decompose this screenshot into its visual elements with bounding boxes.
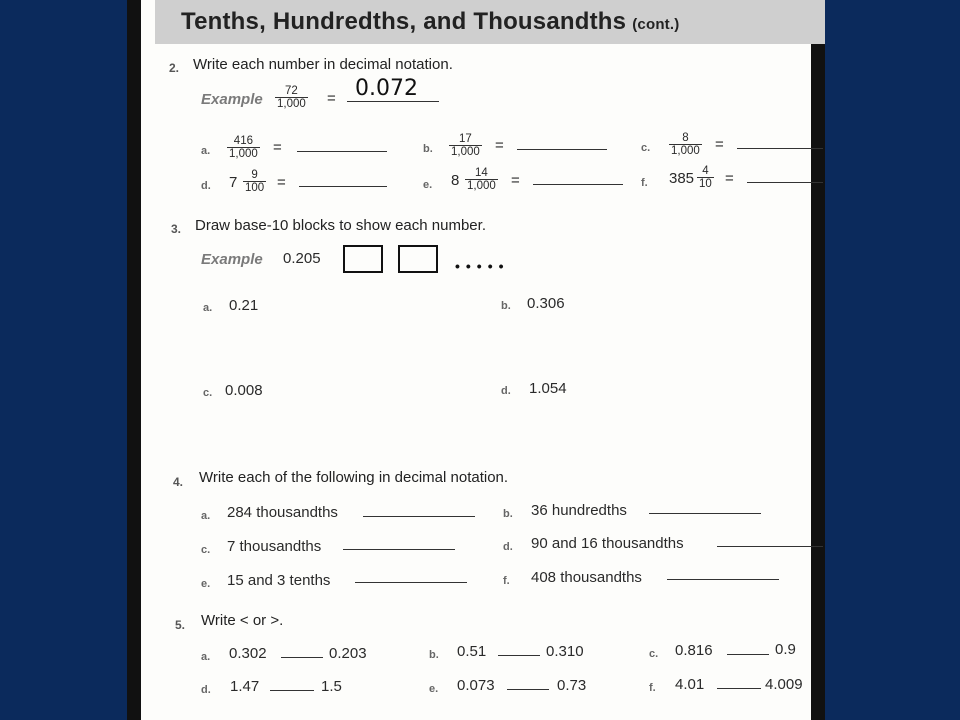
q4b-label: b. (503, 508, 513, 520)
q3a-label: a. (203, 302, 213, 314)
fraction-denominator: 1,000 (467, 180, 496, 192)
q2d-whole: 7 (229, 174, 238, 191)
q5a-right: 0.203 (329, 645, 367, 662)
q5a-left: 0.302 (229, 645, 267, 662)
q5f-right: 4.009 (765, 676, 803, 693)
q3b-label: b. (501, 300, 511, 312)
q5c-answer-blank[interactable] (727, 654, 769, 655)
equals-sign: = (715, 136, 724, 153)
q2f-fraction (697, 165, 714, 190)
q2a-label: a. (201, 145, 211, 157)
q4a-text: 284 thousandths (227, 504, 338, 521)
q2e-answer-blank[interactable] (533, 184, 623, 185)
page-title-cont: (cont.) (632, 16, 680, 33)
q3-number: 3. (171, 222, 182, 236)
q5b-left: 0.51 (457, 643, 487, 660)
q4-number: 4. (173, 475, 184, 489)
fraction-denominator: 1,000 (671, 145, 700, 157)
q4d-label: d. (503, 541, 513, 553)
fraction-denominator: 100 (245, 182, 265, 194)
q2d-label: d. (201, 180, 211, 192)
q4b-answer-blank[interactable] (649, 513, 761, 514)
q5b-label: b. (429, 649, 439, 661)
page-title-text: Tenths, Hundredths, and Thousandths (181, 8, 627, 35)
q2b-fraction (449, 133, 482, 158)
q2d-fraction (243, 169, 266, 194)
q3-example-label: Example (201, 251, 263, 268)
q5f-left: 4.01 (675, 676, 705, 693)
q4-instruction: Write each of the following in decimal notation. (199, 469, 509, 486)
q4c-answer-blank[interactable] (343, 549, 455, 550)
q5d-right: 1.5 (321, 678, 342, 695)
q5d-left: 1.47 (230, 678, 260, 695)
fraction-numerator: 4 (697, 165, 714, 178)
q2e-whole: 8 (451, 172, 460, 189)
q2-example-answer-line (347, 101, 439, 102)
q2-number: 2. (169, 61, 180, 75)
worksheet-page (127, 0, 825, 720)
fraction-numerator: 9 (243, 169, 266, 182)
q2c-answer-blank[interactable] (737, 148, 823, 149)
equals-sign: = (273, 139, 282, 156)
q5c-right: 0.9 (775, 641, 796, 658)
equals-sign: = (495, 137, 504, 154)
q5b-answer-blank[interactable] (498, 655, 540, 656)
fraction-numerator: 8 (669, 132, 702, 145)
q5a-label: a. (201, 651, 211, 663)
q4b-text: 36 hundredths (531, 502, 627, 519)
q5c-left: 0.816 (675, 642, 713, 659)
q4d-answer-blank[interactable] (717, 546, 823, 547)
q5e-right: 0.73 (557, 677, 587, 694)
q5c-label: c. (649, 648, 659, 660)
q3-example-value: 0.205 (283, 250, 321, 267)
fraction-denominator: 1,000 (229, 148, 258, 160)
q4e-answer-blank[interactable] (355, 582, 467, 583)
equals-sign: = (327, 90, 336, 107)
q5d-label: d. (201, 684, 211, 696)
q3d-value: 1.054 (529, 380, 567, 397)
q5-instruction: Write < or >. (201, 612, 284, 629)
fraction-denominator: 1,000 (277, 98, 306, 110)
fraction-numerator: 14 (465, 167, 498, 180)
q5b-right: 0.310 (546, 643, 584, 660)
flat-block-drawing (398, 245, 438, 273)
q2b-answer-blank[interactable] (517, 149, 607, 150)
title-bar (155, 0, 825, 44)
q4c-text: 7 thousandths (227, 538, 322, 555)
fraction-numerator: 72 (275, 85, 308, 98)
q5f-label: f. (649, 682, 656, 694)
q2c-fraction (669, 132, 702, 157)
page-title (181, 8, 679, 36)
q4a-label: a. (201, 510, 211, 522)
q2-example-answer: 0.072 (355, 76, 418, 101)
fraction-denominator: 1,000 (451, 146, 480, 158)
q4f-answer-blank[interactable] (667, 579, 779, 580)
q5d-answer-blank[interactable] (270, 690, 314, 691)
q2f-label: f. (641, 177, 648, 189)
q2a-answer-blank[interactable] (297, 151, 387, 152)
q3a-value: 0.21 (229, 297, 259, 314)
q2e-label: e. (423, 179, 433, 191)
q2b-label: b. (423, 143, 433, 155)
equals-sign: = (725, 170, 734, 187)
q2d-answer-blank[interactable] (299, 186, 387, 187)
equals-sign: = (277, 174, 286, 191)
q2-instruction: Write each number in decimal notation. (193, 56, 453, 73)
q4c-label: c. (201, 544, 211, 556)
q2c-label: c. (641, 142, 651, 154)
q4e-label: e. (201, 578, 211, 590)
q5e-answer-blank[interactable] (507, 689, 549, 690)
q5-number: 5. (175, 618, 186, 632)
q4e-text: 15 and 3 tenths (227, 572, 331, 589)
q4a-answer-blank[interactable] (363, 516, 475, 517)
flat-block-drawing (343, 245, 383, 273)
cube-dots-drawing: ••••• (455, 258, 510, 274)
q3c-value: 0.008 (225, 382, 263, 399)
q3c-label: c. (203, 387, 213, 399)
q4f-label: f. (503, 575, 510, 587)
q3-instruction: Draw base-10 blocks to show each number. (195, 217, 486, 234)
q2a-fraction (227, 135, 260, 160)
fraction-numerator: 416 (227, 135, 260, 148)
q2e-fraction (465, 167, 498, 192)
q5f-answer-blank[interactable] (717, 688, 761, 689)
q5e-left: 0.073 (457, 677, 495, 694)
q2-example-label: Example (201, 91, 263, 108)
q2f-answer-blank[interactable] (747, 182, 823, 183)
q2f-whole: 385 (669, 170, 695, 187)
q4d-text: 90 and 16 thousandths (531, 535, 684, 552)
q3d-label: d. (501, 385, 511, 397)
equals-sign: = (511, 172, 520, 189)
fraction-denominator: 10 (699, 178, 712, 190)
q5e-label: e. (429, 683, 439, 695)
q3b-value: 0.306 (527, 295, 565, 312)
q5a-answer-blank[interactable] (281, 657, 323, 658)
q2-example-fraction (275, 85, 308, 110)
q4f-text: 408 thousandths (531, 569, 642, 586)
fraction-numerator: 17 (449, 133, 482, 146)
